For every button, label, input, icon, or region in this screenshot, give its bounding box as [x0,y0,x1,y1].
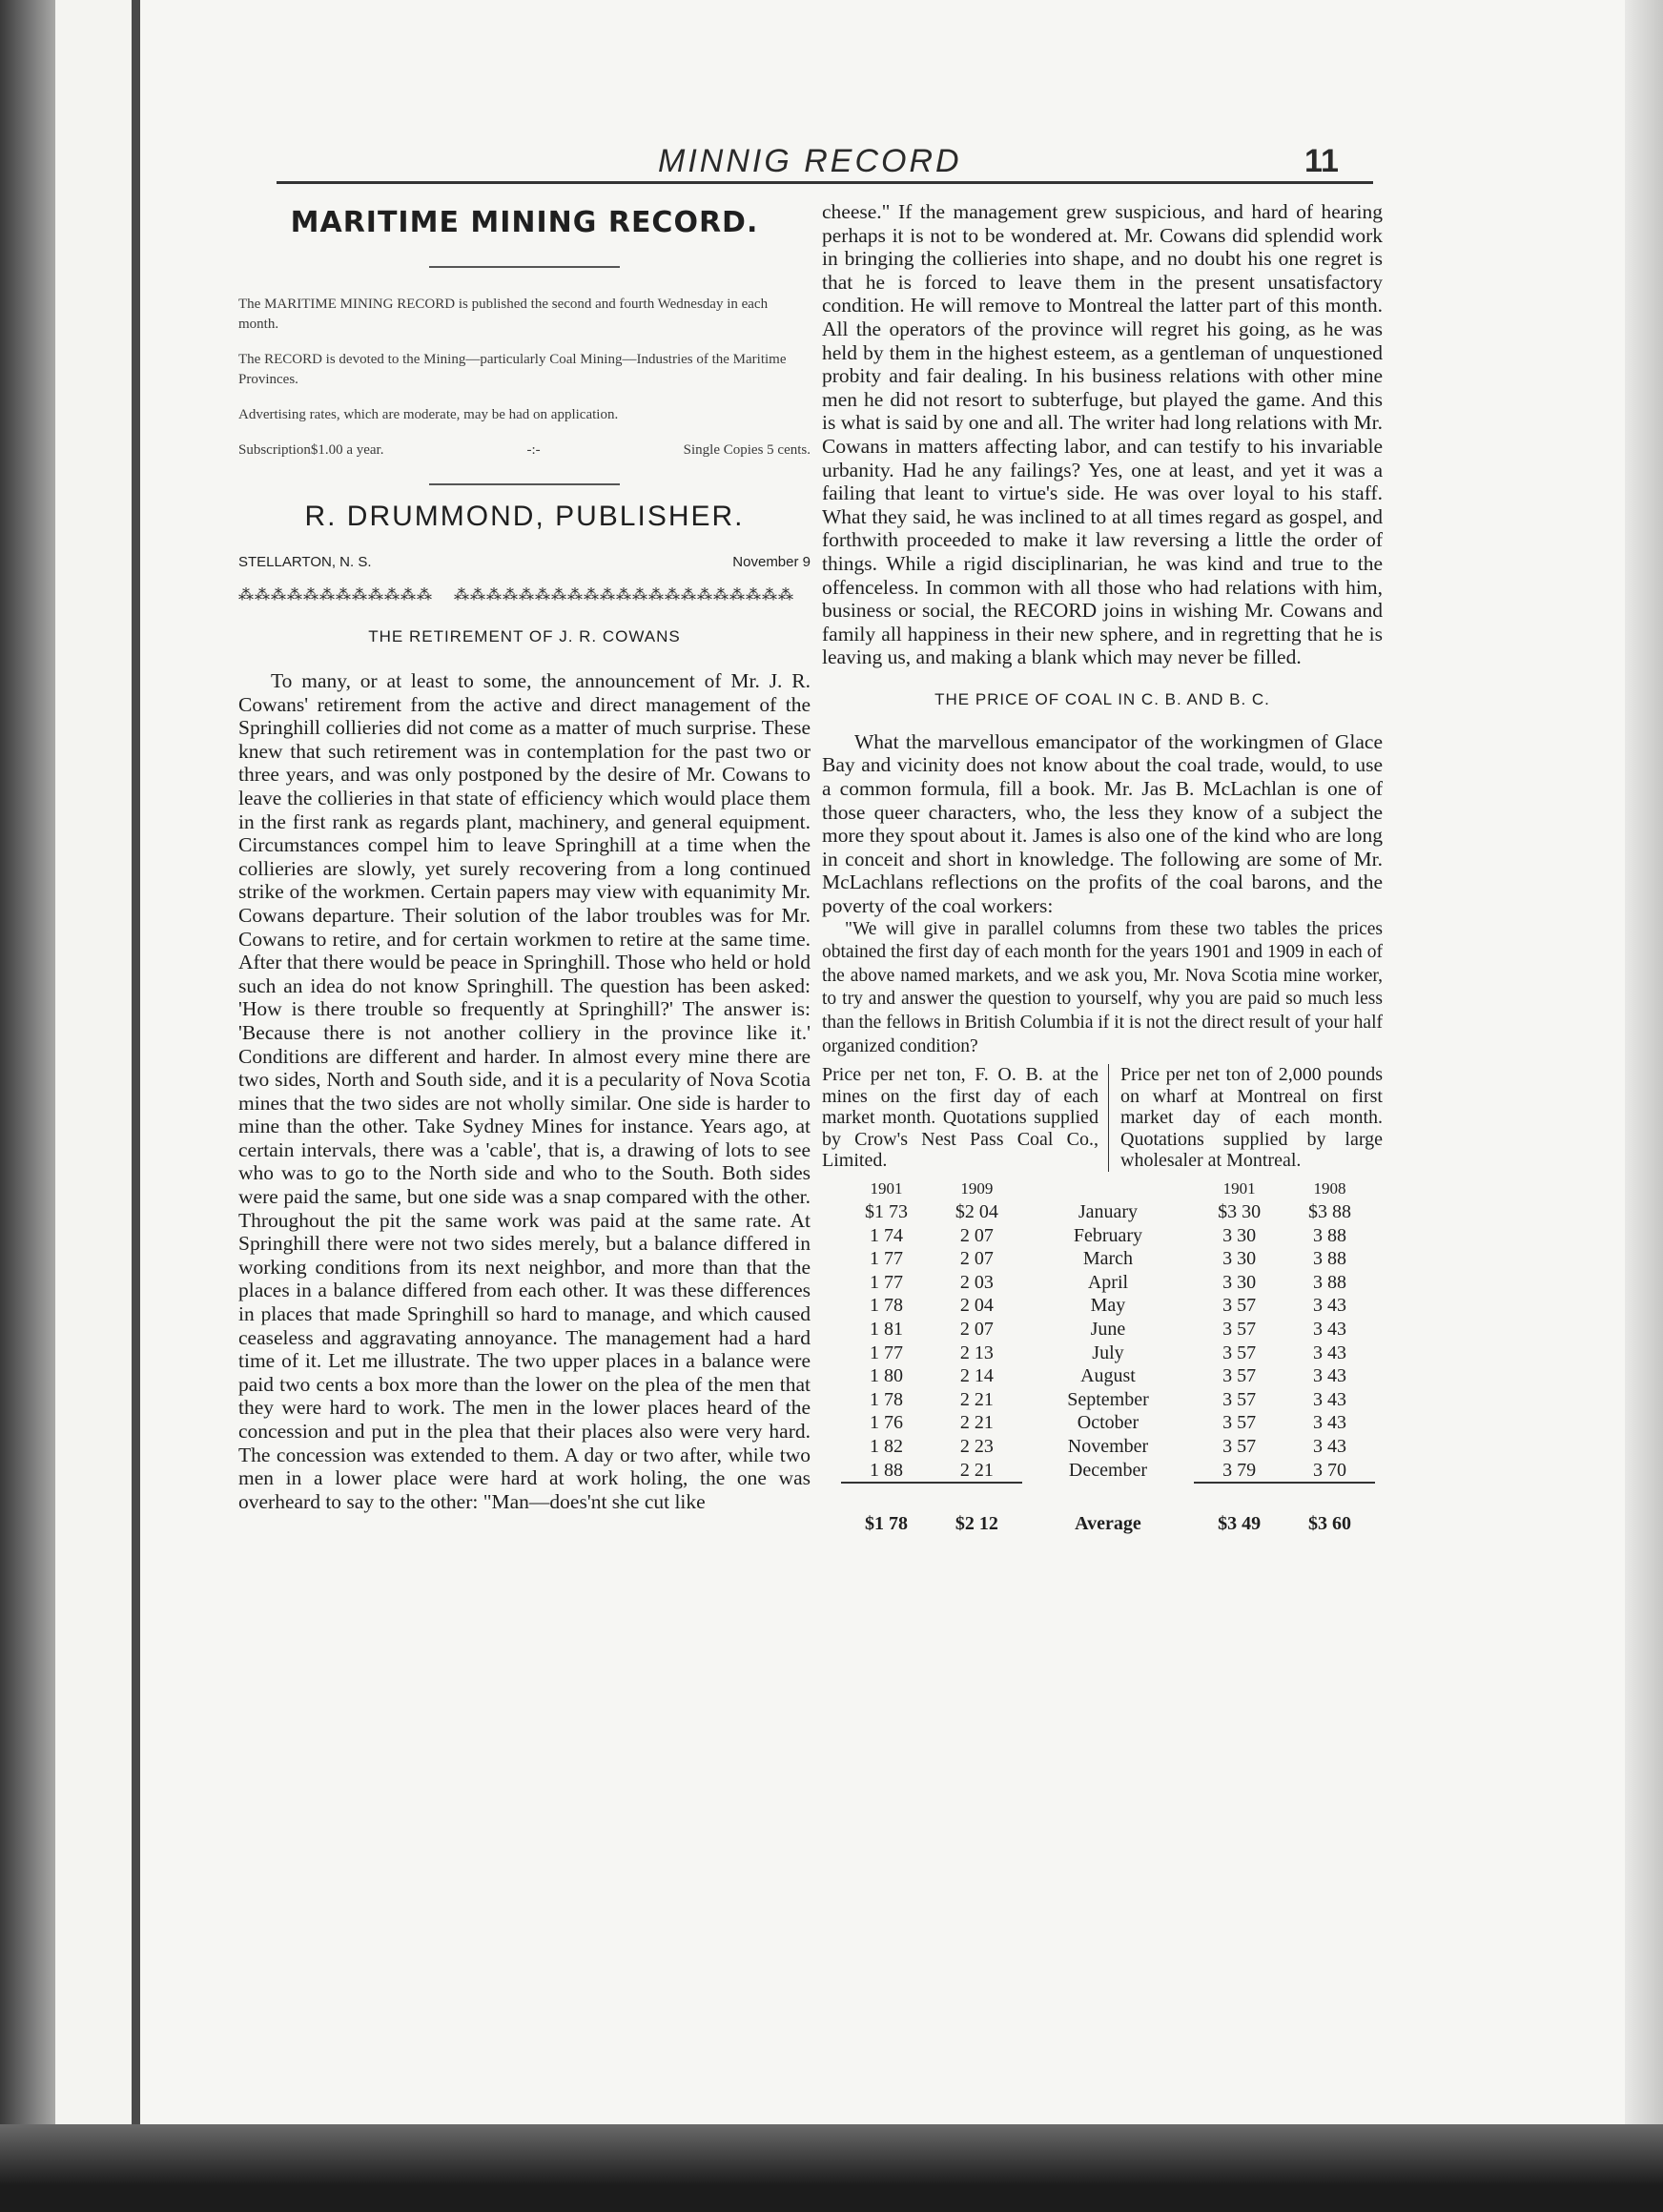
article-paragraph: What the marvellous emancipator of the workingmen of Glace Bay and vicinity does not know about the coal trade, would, to use a common formula, fill a book. Mr. Jas B. McLachlan is one of those queer characters, who, the less they know of a subject the more they spout about it. James is also one of the kind who are long in conceit and short in knowledge. The following are some of Mr. McLachlans reflections on the profits of the coal barons, and the poverty of the coal workers: [822,729,1383,918]
article-title: THE RETIREMENT OF J. R. COWANS [368,627,681,645]
table-row [841,1388,1375,1412]
page-number: 11 [1304,143,1339,179]
bc-1909-price: 2 21 [959,1412,994,1434]
montreal-1901-price: 3 57 [1222,1436,1257,1458]
month-label: May [1090,1295,1126,1317]
montreal-1908-price: 3 43 [1313,1365,1347,1387]
month-label: February [1073,1224,1143,1246]
bc-1909-price: 2 21 [959,1388,994,1410]
bc-1901-price: 1 76 [869,1412,903,1434]
ornament-group: ⁂⁂⁂⁂⁂⁂⁂⁂⁂⁂⁂⁂ [238,587,433,604]
price-table [841,1178,1375,1536]
bc-1901-price: 1 78 [869,1295,903,1317]
page-binding-edge [132,0,140,2124]
bc-1901-price: 1 78 [869,1388,903,1410]
montreal-1908-price: 3 43 [1313,1412,1347,1434]
column-header: 1901 [1222,1178,1256,1198]
bc-1909-price: 2 23 [959,1436,994,1458]
quoted-passage [822,918,1383,1059]
bc-1901-price: $1 73 [864,1201,908,1223]
month-label: October [1077,1412,1139,1434]
table-row [841,1247,1375,1271]
month-label: August [1080,1365,1136,1387]
scan-bottom-shadow [0,2124,1663,2212]
article-paragraph: cheese." If the management grew suspicious, and hard of hearing perhaps it is not to be wondered at. Mr. Cowans did splendid work in bringing the collieries into shape, and no doubt his one regret is that he is forced to leave them in the present unsatisfactory condition. He will remove to Montreal the latter part of this month. All the operators of the province will regret his going, as he was held by them in the highest esteem, as a gentleman of unquestioned probity and fair dealing. In his business relations with other mine men he did not resort to subterfuge, but played the game. And this is what is said by one and all. The writer had long relations with Mr. Cowans in matters affecting labor, and can testify to his invariable urbanity. Had he any failings? Yes, one at least, and yet it was a failing that leant to virtue's side. He was over loyal to his staff. What they said, he was inclined to at all times regard as gospel, and forthwith proceeded to make it law reversing a little the order of things. While a rigid disciplinarian, he was kind and true to the offenceless. In common with all those who had relations with him, business or social, the RECORD joins in wishing Mr. Cowans and family all happiness in their new sphere, and in regretting that he is leaving us, and making a blank which may never be filled. [822,200,1383,669]
montreal-1901-price: 3 30 [1222,1224,1257,1246]
bc-1909-price: 2 07 [959,1248,994,1270]
montreal-1908-price: 3 88 [1313,1224,1347,1246]
montreal-1908-price: 3 43 [1313,1295,1347,1317]
table-row [841,1200,1375,1224]
bc-1901-price: 1 88 [869,1459,903,1481]
montreal-1901-price: 3 30 [1222,1271,1257,1293]
montreal-price-description: Price per net ton of 2,000 pounds on wharf at Montreal on first market day of each month. Quotations supplied by large wholesaler at Montreal. [1120,1064,1383,1172]
month-label: November [1067,1436,1149,1458]
table-row [841,1224,1375,1248]
montreal-1908-price: 3 70 [1313,1459,1347,1481]
bc-1901-price: 1 77 [869,1271,903,1293]
month-label: June [1090,1319,1126,1341]
article-paragraph: To many, or at least to some, the announcement of Mr. J. R. Cowans' retirement from the active and direct management of the Springhill collieries did not come as a matter of much surprise. These knew that such retirement was in contemplation for the past two or three years, and was only postponed by the desire of Mr. Cowans to leave the collieries in that state of efficiency which would place them in the first rank as regards plant, machinery, and general equipment. Circumstances compel him to leave Springhill at a time when the collieries are slowly, yet surely recovering from a long continued strike of the workmen. Certain papers may view with equanimity Mr. Cowans departure. Their solution of the labor troubles was for Mr. Cowans to retire, and for certain workmen to retire at the same time. After that there would be peace in Springhill. Those who held or hold such an idea do not know Springhill. The question has been asked: 'How is there trouble so frequently at Springhill?' The answer is: 'Because there is not another colliery in the province like it.' Conditions are different and harder. In almost every mine there are two sides, North and South side, and it is a pecularity of Nova Scotia mines that the two sides are not wholly similar. One side is harder to mine than the other. Take Sydney Mines for instance. Years ago, at certain intervals, there was a 'cable', that is, a drawing of lots to see who was to go to the North side and who to the South. Both sides were paid the same, but one side was a snap compared with the other. Throughout the pit the same work was paid at the same rate. At Springhill there were not two sides merely, but a balance differed in working conditions from its next neighbor, and more than that the places in a balance differed from each other. It was these differences in places that made Springhill so hard to manage, and which caused ceaseless and aggravating annoyance. The management had a hard time of it. Let me illustrate. The two upper places in a balance were paid two cents a box more than the lower on the plea of the men that they were hard to work. The men in the lower places heard of the concession and put in the plea that their places also were very hard. The concession was extended to them. A day or two after, while two men in a lower place were hard at work holing, the one was overheard to say to the other: "Man—does'nt she cut like [238,669,811,1513]
average-bc-1909: $2 12 [932,1483,1022,1535]
ornamental-rule [238,585,811,604]
average-label: Average [1075,1513,1141,1535]
table-row [841,1318,1375,1342]
left-column [238,200,811,1513]
dateline [238,554,811,570]
bc-1901-price: 1 77 [869,1248,903,1270]
bc-1909-price: 2 07 [959,1319,994,1341]
subscription-row [238,440,811,461]
average-montreal-1901: $3 49 [1194,1483,1284,1535]
month-label: January [1078,1201,1139,1223]
single-copy-price: Single Copies 5 cents. [683,442,811,458]
average-bc-1901: $1 78 [841,1483,932,1535]
month-label: December [1068,1460,1148,1482]
column-header: 1909 [960,1178,994,1198]
bc-1909-price: 2 21 [959,1459,994,1481]
month-label: July [1092,1342,1124,1363]
masthead-title: MARITIME MINING RECORD. [290,206,759,239]
month-label: September [1067,1388,1149,1410]
article-body [238,669,811,1513]
publication-schedule: The MARITIME MINING RECORD is published the second and fourth Wednesday in each month. [238,297,769,332]
right-column [822,200,1383,1535]
bc-1901-price: 1 80 [869,1365,903,1387]
bc-1909-price: 2 04 [959,1295,994,1317]
table-row [841,1364,1375,1388]
montreal-1901-price: 3 57 [1222,1342,1257,1363]
header-rule [277,181,1373,184]
bc-1901-price: 1 81 [869,1319,903,1341]
publisher-line: R. DRUMMOND, PUBLISHER. [304,501,745,532]
quote-paragraph: "We will give in parallel columns from these two tables the prices obtained the first day of each month for the years 1901 and 1909 in each of the above named markets, and we ask you, Mr. Nova Scotia mine worker, to try and answer the question to yourself, why you are paid so much less than the fellows in British Columbia if it is not the direct result of your half organized condition? [822,918,1383,1056]
montreal-1908-price: 3 43 [1313,1436,1347,1458]
month-label: April [1087,1271,1129,1293]
column-header [1022,1178,1194,1201]
book-gutter-shadow [0,0,55,2212]
table-row [841,1295,1375,1319]
bc-1909-price: 2 14 [959,1365,994,1387]
dateline-place: STELLARTON, N. S. [238,554,372,570]
bc-price-description: Price per net ton, F. O. B. at the mines on the first day of each market month. Quotations supplied by Crow's Nest Pass Coal Co., Limited. [822,1064,1109,1172]
table-row [841,1342,1375,1365]
montreal-1908-price: 3 43 [1313,1319,1347,1341]
bc-1909-price: $2 04 [955,1201,998,1223]
bc-1909-price: 2 13 [959,1342,994,1363]
dateline-date: November 9 [732,554,811,570]
separator-mark: -:- [526,442,541,458]
column-header: 1901 [870,1178,903,1198]
montreal-1901-price: 3 79 [1222,1459,1257,1481]
advertising-note: Advertising rates, which are moderate, may be had on application. [238,407,619,422]
running-head: MINNIG RECORD [658,143,962,179]
subscription-price: Subscription$1.00 a year. [238,442,384,458]
montreal-1901-price: 3 57 [1222,1412,1257,1434]
montreal-1901-price: 3 57 [1222,1365,1257,1387]
table-header-row [841,1178,1375,1201]
divider [429,266,620,268]
montreal-1908-price: $3 88 [1308,1201,1352,1223]
table-row [841,1412,1375,1436]
table-row [841,1271,1375,1295]
bc-1901-price: 1 82 [869,1436,903,1458]
bc-1909-price: 2 03 [959,1271,994,1293]
month-label: March [1082,1248,1134,1270]
column-header: 1908 [1313,1178,1346,1198]
masthead-info [238,295,811,461]
montreal-1901-price: 3 57 [1222,1319,1257,1341]
average-montreal-1908: $3 60 [1284,1483,1375,1535]
table-row [841,1435,1375,1459]
article-body [822,730,1383,918]
divider [429,483,620,485]
montreal-1901-price: 3 30 [1222,1248,1257,1270]
price-table-header [822,1064,1383,1172]
montreal-1908-price: 3 88 [1313,1248,1347,1270]
table-row [841,1459,1375,1484]
page-right-edge [1625,0,1663,2124]
bc-1901-price: 1 77 [869,1342,903,1363]
montreal-1908-price: 3 43 [1313,1388,1347,1410]
montreal-1901-price: 3 57 [1222,1388,1257,1410]
montreal-1908-price: 3 43 [1313,1342,1347,1363]
table-average-row [841,1483,1375,1535]
ornament-group: ⁂⁂⁂⁂⁂⁂⁂⁂⁂⁂⁂⁂⁂⁂⁂⁂⁂⁂⁂⁂⁂ [454,587,794,604]
bc-1901-price: 1 74 [869,1224,903,1246]
bc-1909-price: 2 07 [959,1224,994,1246]
montreal-1908-price: 3 88 [1313,1271,1347,1293]
montreal-1901-price: 3 57 [1222,1295,1257,1317]
publication-scope: The RECORD is devoted to the Mining—particularly Coal Mining—Industries of the Maritime Provinces. [238,352,787,387]
article-continuation [822,200,1383,669]
montreal-1901-price: $3 30 [1218,1201,1262,1223]
article-title: THE PRICE OF COAL IN C. B. AND B. C. [934,689,1270,708]
